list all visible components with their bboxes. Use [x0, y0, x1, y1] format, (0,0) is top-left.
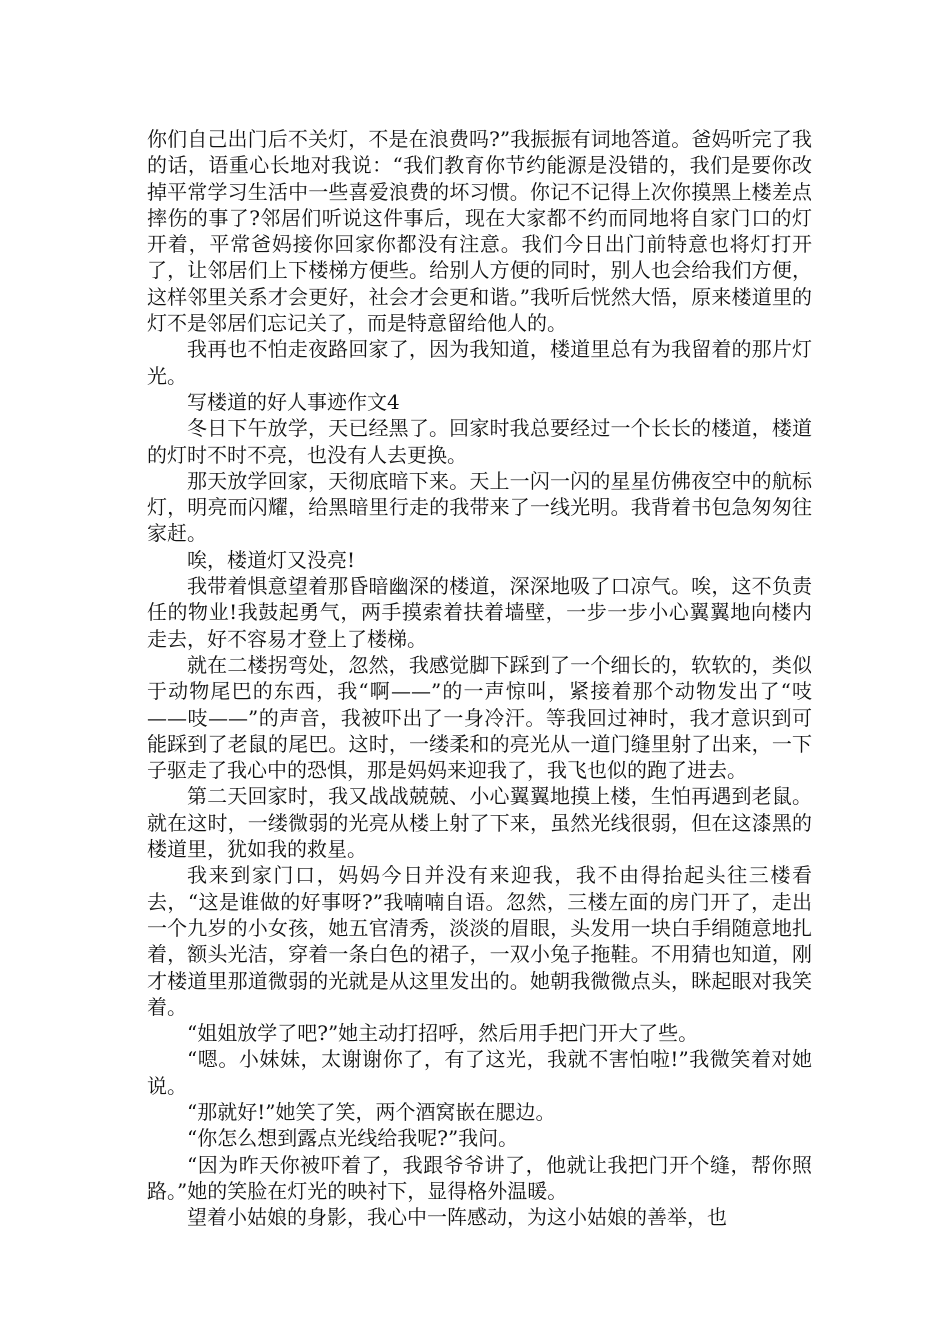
paragraph: 那天放学回家，天彻底暗下来。天上一闪一闪的星星仿佛夜空中的航标灯，明亮而闪耀，给黑暗里行走的我带来了一线光明。我背着书包急匆匆往家赶。 — [147, 468, 812, 546]
document-body — [147, 126, 812, 1230]
paragraph: 唉，楼道灯又没亮! — [187, 547, 356, 572]
paragraph: 冬日下午放学，天已经黑了。回家时我总要经过一个长长的楼道，楼道的灯时不时不亮，也没有人去更换。 — [147, 416, 812, 467]
paragraph: “因为昨天你被吓着了，我跟爷爷讲了，他就让我把门开个缝，帮你照路。”她的笑脸在灯光的映衬下，显得格外温暖。 — [147, 1152, 812, 1203]
paragraph: 我再也不怕走夜路回家了，因为我知道，楼道里总有为我留着的那片灯光。 — [147, 337, 812, 388]
paragraph: 我带着惧意望着那昏暗幽深的楼道，深深地吸了口凉气。唉，这不负责任的物业!我鼓起勇气，两手摸索着扶着墙壁，一步一步小心翼翼地向楼内走去，好不容易才登上了楼梯。 — [147, 574, 812, 651]
paragraph: 第二天回家时，我又战战兢兢、小心翼翼地摸上楼，生怕再遇到老鼠。就在这时，一缕微弱的光亮从楼上射了下来，虽然光线很弱，但在这漆黑的楼道里，犹如我的救星。 — [147, 784, 812, 862]
paragraph: 望着小姑娘的身影，我心中一阵感动，为这小姑娘的善举，也 — [187, 1205, 727, 1230]
paragraph: 就在二楼拐弯处，忽然，我感觉脚下踩到了一个细长的，软软的，类似于动物尾巴的东西，我“啊——”的一声惊叫，紧接着那个动物发出了“吱——吱——”的声音，我被吓出了一身冷汗。等我回过神时，我才意识到可能踩到了老鼠的尾巴。这时，一缕柔和的亮光从一道门缝里射了出来，一下子驱走了我心中的恐惧，那是妈妈来迎我了，我飞也似的跑了进去。 — [147, 652, 812, 783]
paragraph: “那就好!”她笑了笑，两个酒窝嵌在腮边。 — [187, 1099, 556, 1124]
section-heading: 写楼道的好人事迹作文4 — [187, 389, 400, 414]
paragraph: “姐姐放学了吧?”她主动打招呼，然后用手把门开大了些。 — [187, 1021, 699, 1046]
paragraph: 我来到家门口，妈妈今日并没有来迎我，我不由得抬起头往三楼看去，“这是谁做的好事呀?”我喃喃自语。忽然，三楼左面的房门开了，走出一个九岁的小女孩，她五官清秀，淡淡的眉眼，头发用一块白手绢随意地扎着，额头光洁，穿着一条白色的裙子，一双小兔子拖鞋。不用猜也知道，刚才楼道里那道微弱的光就是从这里发出的。她朝我微微点头，眯起眼对我笑着。 — [147, 863, 812, 1019]
paragraph: “嗯。小妹妹，太谢谢你了，有了这光，我就不害怕啦!”我微笑着对她说。 — [147, 1047, 812, 1098]
paragraph: “你怎么想到露点光线给我呢?”我问。 — [187, 1126, 519, 1151]
paragraph: 你们自己出门后不关灯，不是在浪费吗?”我振振有词地答道。爸妈听完了我的话，语重心长地对我说：“我们教育你节约能源是没错的，我们是要你改掉平常学习生活中一些喜爱浪费的坏习惯。你记不记得上次你摸黑上楼差点摔伤的事了?邻居们听说这件事后，现在大家都不约而同地将自家门口的灯开着，平常爸妈接你回家你都没有注意。我们今日出门前特意也将灯打开了，让邻居们上下楼梯方便些。给别人方便的同时，别人也会给我们方便，这样邻里关系才会更好，社会才会更和谐。”我听后恍然大悟，原来楼道里的灯不是邻居们忘记关了，而是特意留给他人的。 — [147, 127, 812, 336]
